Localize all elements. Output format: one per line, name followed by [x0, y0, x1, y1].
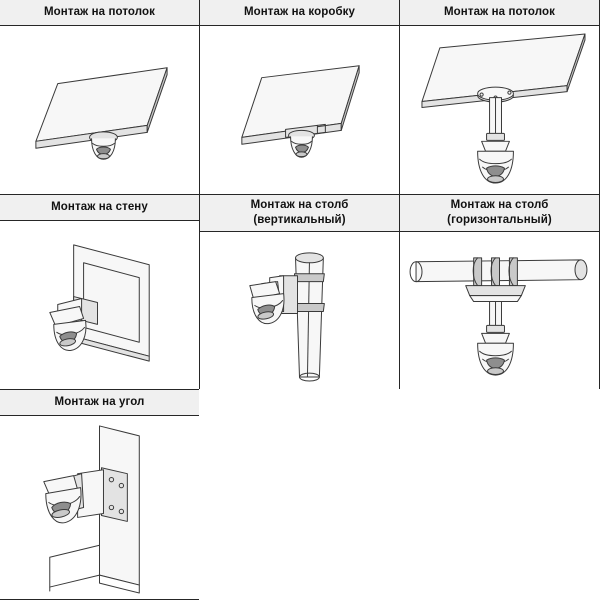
- cell-caption-junction-box-mount: Монтаж на коробку: [200, 0, 399, 26]
- pendant-ceiling-drawing: [400, 26, 599, 194]
- illustration-ceiling-pendant-mount: [400, 26, 599, 194]
- mounting-cell-ceiling-pendant-mount: [399, 0, 600, 195]
- cell-caption-wall-mount: Монтаж на стену: [0, 195, 199, 221]
- cell-caption-ceiling-pendant-mount: Монтаж на потолок: [400, 0, 599, 26]
- illustration-wall-mount: [0, 221, 199, 389]
- caption-line-2: (вертикальный): [253, 214, 346, 226]
- junction-box-dome-drawing: [200, 26, 399, 194]
- illustration-pole-mount-vertical: [200, 232, 399, 386]
- mounting-cell-wall-mount: [0, 194, 200, 390]
- caption-line-2: (горизонтальный): [447, 214, 552, 226]
- cell-caption-pole-mount-horizontal: [400, 195, 599, 232]
- mounting-cell-junction-box-mount: [199, 0, 400, 195]
- mounting-cell-pole-mount-vertical: [199, 194, 400, 390]
- illustration-ceiling-mount: [0, 26, 199, 194]
- cell-caption-pole-mount-vertical: [200, 195, 399, 232]
- empty-cell-1: [199, 389, 400, 600]
- caption-line-1: Монтаж на столб: [450, 199, 549, 211]
- illustration-pole-mount-horizontal: [400, 232, 599, 386]
- ceiling-dome-drawing: [0, 26, 199, 194]
- mounting-cell-pole-mount-horizontal: [399, 194, 600, 390]
- empty-cell-2: [399, 389, 600, 600]
- vertical-pole-drawing: [200, 232, 399, 386]
- cell-caption-corner-mount: Монтаж на угол: [0, 390, 199, 416]
- cell-caption-ceiling-mount: Монтаж на потолок: [0, 0, 199, 26]
- mounting-cell-corner-mount: [0, 389, 200, 600]
- horizontal-pole-drawing: [400, 232, 599, 386]
- caption-line-1: Монтаж на столб: [250, 199, 349, 211]
- wall-bracket-drawing: [0, 221, 199, 389]
- illustration-corner-mount: [0, 416, 199, 599]
- illustration-junction-box-mount: [200, 26, 399, 194]
- corner-bracket-drawing: [0, 416, 199, 599]
- mounting-cell-ceiling-mount: [0, 0, 200, 195]
